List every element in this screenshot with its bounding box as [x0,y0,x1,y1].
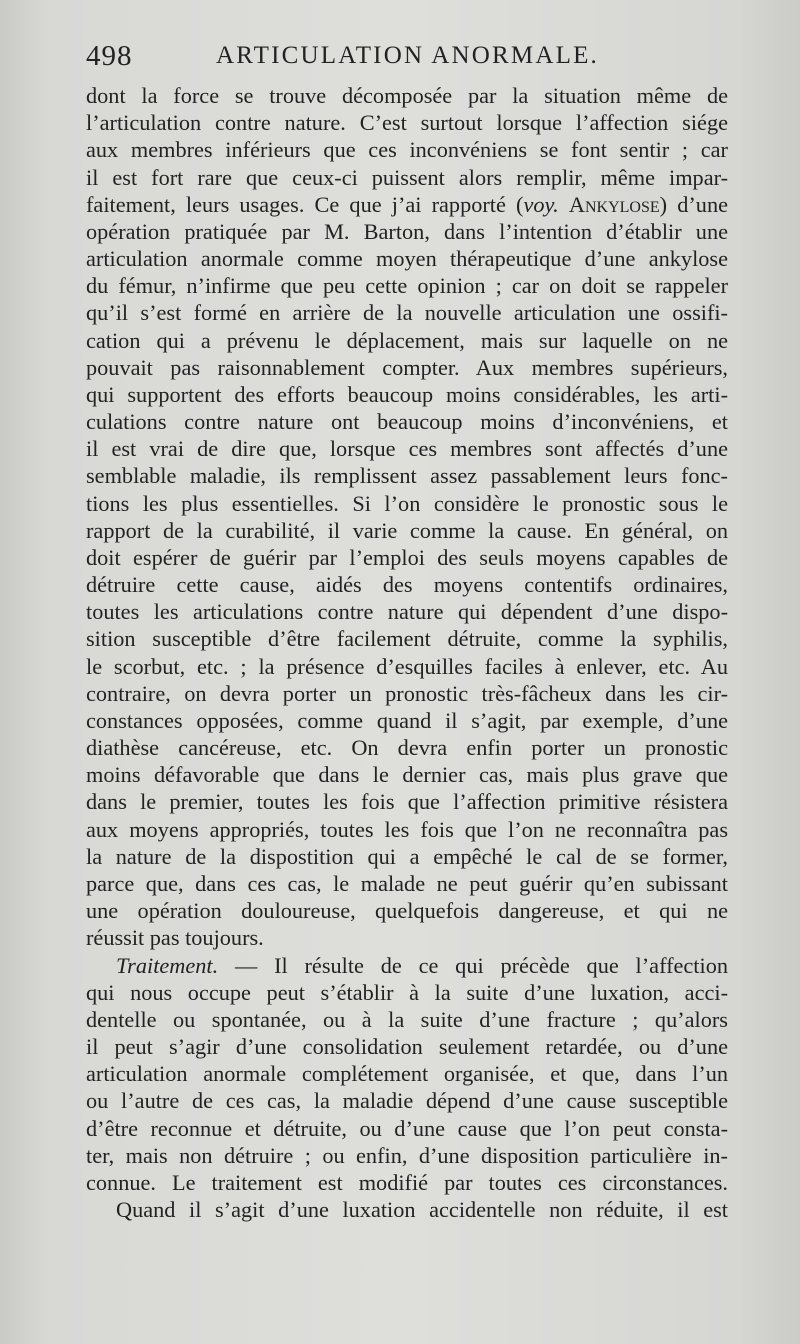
text-line: aux membres inférieurs que ces inconvéniens se font sentir ; car [86,137,728,163]
text-line: il est vrai de dire que, lorsque ces membres sont affectés d’une [86,436,728,462]
text-line: qui supportent des efforts beaucoup moins considérables, les arti- [86,381,728,407]
text-line: ou l’autre de ces cas, la maladie dépend d’une cause susceptible [86,1088,728,1114]
text-line: cation qui a prévenu le déplacement, mais sur laquelle on ne [86,327,728,353]
text-line: doit espérer de guérir par l’emploi des seuls moyens capables de [86,544,728,570]
text-line: opération pratiquée par M. Barton, dans l’intention d’établir une [86,218,728,244]
text-line-with-reference [86,191,728,218]
text-line: rapport de la curabilité, il varie comme la cause. En général, on [86,517,728,543]
text-line: articulation anormale complétement organisée, et que, dans l’un [86,1061,728,1087]
text-line: d’être reconnue et détruite, ou d’une cause que l’on peut consta- [86,1115,728,1141]
page-number: 498 [86,40,133,72]
text-line: la nature de la dispostition qui a empêché le cal de se former, [86,843,728,869]
paragraph-end-line: réussit pas toujours. [86,925,264,951]
text-line: pouvait pas raisonnablement compter. Aux membres supérieurs, [86,354,728,380]
text-line: ter, mais non détruire ; ou enfin, d’une disposition particulière in- [86,1142,728,1168]
text-line: connue. Le traitement est modifié par toutes ces circonstances. [86,1169,728,1195]
ankylose-reference: Ankylose [568,191,660,217]
paragraph-start-line: Quand il s’agit d’une luxation accidentelle non réduite, il est [116,1197,728,1223]
text-line: qu’il s’est formé en arrière de la nouvelle articulation une ossifi- [86,300,728,326]
text-line: articulation anormale comme moyen thérapeutique d’une ankylose [86,246,728,272]
body-text [86,82,728,1223]
text-line: moins défavorable que dans le dernier cas, mais plus grave que [86,762,728,788]
voy-abbreviation: voy. [523,191,559,217]
text-line: une opération douloureuse, quelquefois dangereuse, et qui ne [86,898,728,924]
text-line: le scorbut, etc. ; la présence d’esquilles faciles à enlever, etc. Au [86,653,728,679]
text-line: il peut s’agir d’une consolidation seulement retardée, ou d’une [86,1034,728,1060]
text-line: constances opposées, comme quand il s’agit, par exemple, d’une [86,707,728,733]
text-line: il est fort rare que ceux-ci puissent alors remplir, même impar- [86,164,728,190]
traitement-heading: Traitement. [116,952,219,978]
text-line: dont la force se trouve décomposée par la situation même de [86,83,728,108]
text-line: qui nous occupe peut s’établir à la suite d’une luxation, acci- [86,979,728,1005]
text-line: sition susceptible d’être facilement détruite, comme la syphilis, [86,626,728,652]
text-fragment: ) d’une [659,191,728,217]
text-line: culations contre nature ont beaucoup moins d’inconvéniens, et [86,409,728,435]
running-title: ARTICULATION ANORMALE. [216,42,599,69]
text-line: détruire cette cause, aidés des moyens contentifs ordinaires, [86,572,728,598]
text-line: dans le premier, toutes les fois que l’affection primitive résistera [86,789,728,815]
text-fragment: — Il résulte de ce qui précède que l’affection [235,952,728,978]
text-line: tions les plus essentielles. Si l’on considère le pronostic sous le [86,490,728,516]
text-line: aux moyens appropriés, toutes les fois que l’on ne reconnaîtra pas [86,816,728,842]
text-line: l’articulation contre nature. C’est surtout lorsque l’affection siége [86,110,728,136]
text-line: dentelle ou spontanée, ou à la suite d’une fracture ; qu’alors [86,1006,728,1032]
text-line: contraire, on devra porter un pronostic très-fâcheux dans les cir- [86,680,728,706]
text-line: parce que, dans ces cas, le malade ne peut guérir qu’en subissant [86,870,728,896]
section-start-line [86,952,728,979]
text-line: du fémur, n’infirme que peu cette opinion ; car on doit se rappeler [86,273,728,299]
text-line: diathèse cancéreuse, etc. On devra enfin porter un pronostic [86,735,728,761]
text-fragment: faitement, leurs usages. Ce que j’ai rapporté ( [86,191,524,217]
page-header [86,40,726,74]
text-line: toutes les articulations contre nature qui dépendent d’une dispo- [86,599,728,625]
text-line: semblable maladie, ils remplissent assez passablement leurs fonc- [86,463,728,489]
